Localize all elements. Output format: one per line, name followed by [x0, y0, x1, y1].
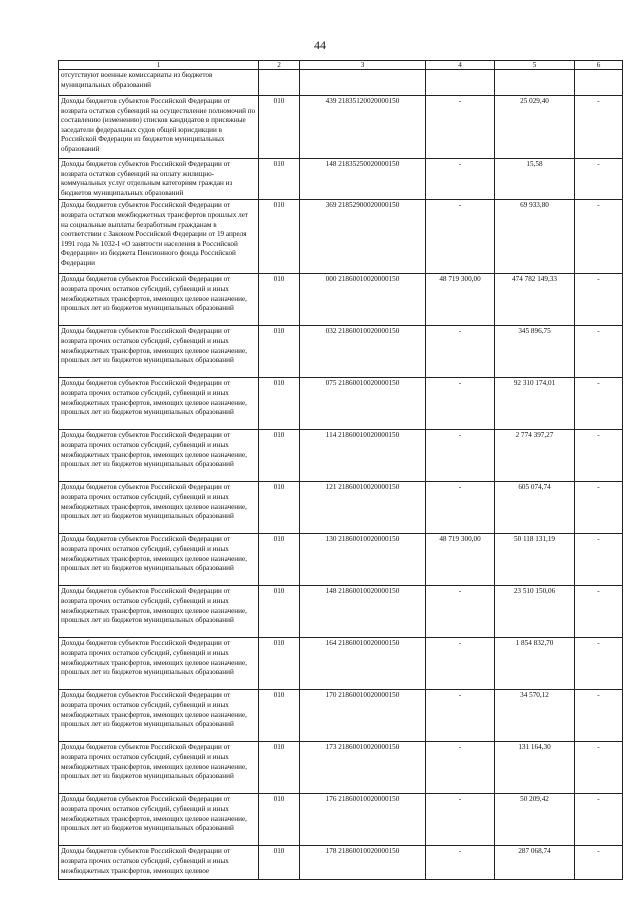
- row-column-6-value: -: [575, 482, 623, 534]
- row-column-6-value: -: [575, 794, 623, 846]
- row-description: Доходы бюджетов субъектов Российской Федерации от возврата прочих остатков субсидий, субвенций и иных межбюджетных трансфертов, имеющих целевое назначение, прошлых лет из бюджетов муниципальных образований: [59, 742, 259, 794]
- row-executed-amount: [495, 70, 575, 96]
- row-executed-amount: 1 854 832,70: [495, 638, 575, 690]
- row-plan-amount: 48 719 300,00: [426, 534, 495, 586]
- row-budget-classification-code: 170 21860010020000150: [300, 690, 426, 742]
- row-column-6-value: -: [575, 378, 623, 430]
- row-description: Доходы бюджетов субъектов Российской Федерации от возврата прочих остатков субсидий, субвенций и иных межбюджетных трансфертов, имеющих целевое назначение, прошлых лет из бюджетов муниципальных образований: [59, 690, 259, 742]
- column-header-4: 4: [426, 61, 495, 70]
- row-executed-amount: 50 209,42: [495, 794, 575, 846]
- row-column-6-value: -: [575, 638, 623, 690]
- row-column-6-value: -: [575, 274, 623, 326]
- row-executed-amount: 50 118 131,19: [495, 534, 575, 586]
- table-row: [59, 159, 623, 200]
- row-column-6-value: -: [575, 586, 623, 638]
- column-header-2: 2: [259, 61, 300, 70]
- row-plan-amount: -: [426, 794, 495, 846]
- row-code: 010: [259, 378, 300, 430]
- row-code: 010: [259, 742, 300, 794]
- row-description: Доходы бюджетов субъектов Российской Федерации от возврата прочих остатков субсидий, субвенций и иных межбюджетных трансфертов, имеющих целевое: [59, 846, 259, 880]
- row-code: 010: [259, 534, 300, 586]
- table-row: [59, 794, 623, 846]
- row-plan-amount: -: [426, 430, 495, 482]
- row-column-6-value: -: [575, 534, 623, 586]
- table-row: [59, 96, 623, 159]
- row-budget-classification-code: 178 21860010020000150: [300, 846, 426, 880]
- row-column-6-value: -: [575, 159, 623, 200]
- row-column-6-value: -: [575, 430, 623, 482]
- table-row: [59, 846, 623, 880]
- row-code: 010: [259, 846, 300, 880]
- row-budget-classification-code: 176 21860010020000150: [300, 794, 426, 846]
- row-description: Доходы бюджетов субъектов Российской Федерации от возврата прочих остатков субсидий, субвенций и иных межбюджетных трансфертов, имеющих целевое назначение, прошлых лет из бюджетов муниципальных образований: [59, 326, 259, 378]
- row-plan-amount: -: [426, 846, 495, 880]
- column-number-header-row: [59, 61, 623, 70]
- row-budget-classification-code: 032 21860010020000150: [300, 326, 426, 378]
- row-executed-amount: 345 896,75: [495, 326, 575, 378]
- column-header-5: 5: [495, 61, 575, 70]
- row-budget-classification-code: 369 21852900020000150: [300, 200, 426, 274]
- row-executed-amount: 474 782 149,33: [495, 274, 575, 326]
- row-budget-classification-code: 439 21835120020000150: [300, 96, 426, 159]
- row-budget-classification-code: 000 21860010020000150: [300, 274, 426, 326]
- row-executed-amount: 605 074,74: [495, 482, 575, 534]
- row-column-6-value: -: [575, 326, 623, 378]
- table-row: [59, 378, 623, 430]
- column-header-1: 1: [59, 61, 259, 70]
- table-row: [59, 482, 623, 534]
- row-budget-classification-code: 173 21860010020000150: [300, 742, 426, 794]
- row-budget-classification-code: 164 21860010020000150: [300, 638, 426, 690]
- row-plan-amount: -: [426, 482, 495, 534]
- row-code: 010: [259, 586, 300, 638]
- table-row: [59, 638, 623, 690]
- row-budget-classification-code: 114 21860010020000150: [300, 430, 426, 482]
- row-code: 010: [259, 96, 300, 159]
- row-executed-amount: 131 164,30: [495, 742, 575, 794]
- row-executed-amount: 2 774 397,27: [495, 430, 575, 482]
- table-row: [59, 430, 623, 482]
- page-number: 44: [314, 38, 326, 52]
- row-budget-classification-code: 121 21860010020000150: [300, 482, 426, 534]
- row-budget-classification-code: [300, 70, 426, 96]
- row-column-6-value: -: [575, 200, 623, 274]
- row-executed-amount: 15,58: [495, 159, 575, 200]
- table-row: [59, 200, 623, 274]
- column-header-3: 3: [300, 61, 426, 70]
- table-row: [59, 326, 623, 378]
- table-row: [59, 534, 623, 586]
- row-description: Доходы бюджетов субъектов Российской Федерации от возврата остатков субвенций на оплату жилищно-коммунальных услуг отдельным категориям граждан из бюджетов муниципальных образований: [59, 159, 259, 200]
- row-description: Доходы бюджетов субъектов Российской Федерации от возврата прочих остатков субсидий, субвенций и иных межбюджетных трансфертов, имеющих целевое назначение, прошлых лет из бюджетов муниципальных образований: [59, 482, 259, 534]
- row-code: 010: [259, 482, 300, 534]
- row-code: 010: [259, 430, 300, 482]
- table-row: [59, 274, 623, 326]
- row-executed-amount: 287 068,74: [495, 846, 575, 880]
- row-plan-amount: -: [426, 200, 495, 274]
- row-plan-amount: -: [426, 586, 495, 638]
- table-row: [59, 742, 623, 794]
- row-description: Доходы бюджетов субъектов Российской Федерации от возврата прочих остатков субсидий, субвенций и иных межбюджетных трансфертов, имеющих целевое назначение, прошлых лет из бюджетов муниципальных образований: [59, 586, 259, 638]
- row-description: Доходы бюджетов субъектов Российской Федерации от возврата прочих остатков субсидий, субвенций и иных межбюджетных трансфертов, имеющих целевое назначение, прошлых лет из бюджетов муниципальных образований: [59, 794, 259, 846]
- row-plan-amount: -: [426, 638, 495, 690]
- row-column-6-value: -: [575, 742, 623, 794]
- row-plan-amount: [426, 70, 495, 96]
- row-plan-amount: -: [426, 742, 495, 794]
- row-column-6-value: [575, 70, 623, 96]
- row-plan-amount: -: [426, 690, 495, 742]
- budget-revenue-table: [58, 60, 623, 880]
- row-executed-amount: 69 933,80: [495, 200, 575, 274]
- table-row: [59, 70, 623, 96]
- row-plan-amount: -: [426, 326, 495, 378]
- row-plan-amount: -: [426, 96, 495, 159]
- row-executed-amount: 25 029,40: [495, 96, 575, 159]
- row-description: Доходы бюджетов субъектов Российской Федерации от возврата остатков межбюджетных трансфертов прошлых лет на социальные выплаты безработным гражданам в соответствии с Законом Российской Федерации от 19 апреля 1991 года № 1032-I «О занятости населения в Российской Федерации» из бюджета Пенсионного фонда Российской Федерации: [59, 200, 259, 274]
- row-code: 010: [259, 638, 300, 690]
- row-column-6-value: -: [575, 846, 623, 880]
- row-budget-classification-code: 148 21860010020000150: [300, 586, 426, 638]
- row-executed-amount: 23 510 150,06: [495, 586, 575, 638]
- row-column-6-value: -: [575, 96, 623, 159]
- row-description: Доходы бюджетов субъектов Российской Федерации от возврата остатков субвенций на осуществление полномочий по составлению (изменению) списков кандидатов в присяжные заседатели федеральных судов общей юрисдикции в Российской Федерации из бюджетов муниципальных образований: [59, 96, 259, 159]
- row-column-6-value: -: [575, 690, 623, 742]
- table-body: [59, 70, 623, 880]
- row-code: 010: [259, 326, 300, 378]
- row-code: 010: [259, 200, 300, 274]
- table-row: [59, 690, 623, 742]
- row-description: Доходы бюджетов субъектов Российской Федерации от возврата прочих остатков субсидий, субвенций и иных межбюджетных трансфертов, имеющих целевое назначение, прошлых лет из бюджетов муниципальных образований: [59, 274, 259, 326]
- row-description: Доходы бюджетов субъектов Российской Федерации от возврата прочих остатков субсидий, субвенций и иных межбюджетных трансфертов, имеющих целевое назначение, прошлых лет из бюджетов муниципальных образований: [59, 430, 259, 482]
- row-description: Доходы бюджетов субъектов Российской Федерации от возврата прочих остатков субсидий, субвенций и иных межбюджетных трансфертов, имеющих целевое назначение, прошлых лет из бюджетов муниципальных образований: [59, 534, 259, 586]
- row-plan-amount: -: [426, 159, 495, 200]
- row-description: Доходы бюджетов субъектов Российской Федерации от возврата прочих остатков субсидий, субвенций и иных межбюджетных трансфертов, имеющих целевое назначение, прошлых лет из бюджетов муниципальных образований: [59, 378, 259, 430]
- row-code: 010: [259, 274, 300, 326]
- row-code: 010: [259, 690, 300, 742]
- row-budget-classification-code: 130 21860010020000150: [300, 534, 426, 586]
- row-code: [259, 70, 300, 96]
- column-header-6: 6: [575, 61, 623, 70]
- row-budget-classification-code: 148 21835250020000150: [300, 159, 426, 200]
- row-description: Доходы бюджетов субъектов Российской Федерации от возврата прочих остатков субсидий, субвенций и иных межбюджетных трансфертов, имеющих целевое назначение, прошлых лет из бюджетов муниципальных образований: [59, 638, 259, 690]
- row-plan-amount: -: [426, 378, 495, 430]
- row-budget-classification-code: 075 21860010020000150: [300, 378, 426, 430]
- row-code: 010: [259, 794, 300, 846]
- table-row: [59, 586, 623, 638]
- row-executed-amount: 92 310 174,01: [495, 378, 575, 430]
- row-code: 010: [259, 159, 300, 200]
- row-description: отсутствуют военные комиссариаты из бюджетов муниципальных образований: [59, 70, 259, 96]
- row-executed-amount: 34 570,12: [495, 690, 575, 742]
- row-plan-amount: 48 719 300,00: [426, 274, 495, 326]
